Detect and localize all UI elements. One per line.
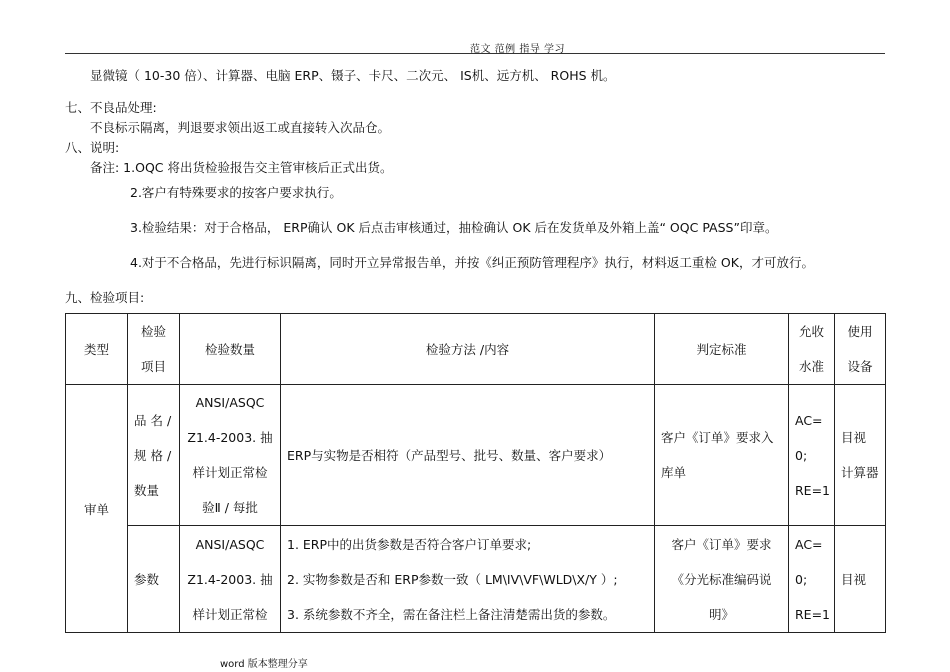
cell-line: AC=	[795, 412, 823, 428]
section-7-text: 不良标示隔离，判退要求领出返工或直接转入次品仓。	[90, 120, 391, 135]
header-type: 类型	[66, 314, 128, 385]
cell-line: 《分光标准编码说	[671, 571, 772, 587]
cell-line: 样计划正常检	[192, 606, 268, 622]
inspection-table	[65, 313, 886, 633]
header-method: 检验方法 /内容	[281, 314, 655, 385]
cell-line: 样计划正常检	[192, 465, 268, 480]
qty-cell	[180, 526, 281, 633]
section-8-title: 八、说明:	[65, 140, 120, 155]
equipment-cell: 目视	[835, 526, 886, 633]
header-aql	[789, 314, 835, 385]
cell-line: AC=	[795, 536, 823, 552]
cell-line: 品 名 /	[134, 412, 172, 428]
header-rule	[65, 53, 885, 54]
cell-line: Z1.4-2003. 抽	[187, 571, 273, 587]
qty-cell	[180, 385, 281, 526]
table-header-row	[66, 314, 886, 385]
cell-line: 规 格 /	[134, 447, 172, 463]
section-9-title: 九、检验项目:	[65, 290, 145, 305]
table-row	[66, 385, 886, 526]
page-header-text: 范文 范例 指导 学习	[470, 44, 566, 55]
cell-line: RE=1	[795, 482, 831, 498]
page-footer-text: word 版本整理分享	[220, 659, 308, 670]
section-7-title: 七、不良品处理:	[65, 100, 157, 115]
header-equipment-line: 设备	[847, 359, 873, 374]
item-cell	[128, 385, 180, 526]
cell-line: 0;	[795, 571, 808, 587]
header-aql-line: 水准	[798, 359, 824, 374]
equipment-line: 显微镜（ 10-30 倍）、计算器、电脑 ERP、镊子、卡尺、二次元、 IS机、远方机、 ROHS 机。	[90, 68, 616, 83]
header-equipment	[835, 314, 886, 385]
aql-cell	[789, 385, 835, 526]
item-cell: 参数	[128, 526, 180, 633]
cell-line: 0;	[795, 447, 808, 463]
cell-line: 库单	[661, 465, 687, 480]
cell-line: 2. 实物参数是否和 ERP参数一致（ LM\IV\VF\WLD\X/Y ）;	[287, 571, 618, 587]
header-aql-line: 允收	[798, 324, 824, 339]
cell-line: 客户《订单》要求入	[661, 430, 774, 445]
header-equipment-line: 使用	[847, 324, 873, 339]
cell-line: 验Ⅱ / 每批	[202, 500, 258, 515]
note-4: 4.对于不合格品，先进行标识隔离，同时开立异常报告单，并按《纠正预防管理程序》执行，材料返工重检 OK，才可放行。	[130, 255, 814, 270]
note-2: 2.客户有特殊要求的按客户要求执行。	[130, 185, 342, 200]
cell-line: 明》	[708, 606, 734, 622]
header-item-line: 检验	[140, 324, 166, 339]
cell-line: 数量	[134, 482, 160, 498]
criteria-cell	[655, 526, 789, 633]
cell-line: 目视	[841, 430, 867, 445]
header-criteria: 判定标准	[655, 314, 789, 385]
group-cell: 审单	[66, 385, 128, 633]
cell-line: 计算器	[841, 465, 879, 480]
method-cell	[281, 526, 655, 633]
method-cell: ERP与实物是否相符（产品型号、批号、数量、客户要求）	[281, 385, 655, 526]
cell-line: 3. 系统参数不齐全，需在备注栏上备注清楚需出货的参数。	[287, 606, 616, 622]
cell-line: Z1.4-2003. 抽	[187, 430, 273, 445]
table-row	[66, 526, 886, 633]
cell-line: 1. ERP中的出货参数是否符合客户订单要求;	[287, 536, 532, 552]
equipment-cell	[835, 385, 886, 526]
cell-line: 客户《订单》要求	[671, 536, 772, 552]
header-qty: 检验数量	[180, 314, 281, 385]
aql-cell	[789, 526, 835, 633]
header-item-line: 项目	[140, 359, 166, 374]
cell-line: ANSI/ASQC	[195, 395, 265, 410]
header-item	[128, 314, 180, 385]
criteria-cell	[655, 385, 789, 526]
cell-line: RE=1	[795, 606, 831, 622]
note-1: 备注: 1.OQC 将出货检验报告交主管审核后正式出货。	[90, 160, 393, 175]
note-3: 3.检验结果：对于合格品， ERP确认 OK 后点击审核通过，抽检确认 OK 后在发货单及外箱上盖“ OQC PASS”印章。	[130, 220, 778, 235]
cell-line: ANSI/ASQC	[195, 536, 265, 552]
